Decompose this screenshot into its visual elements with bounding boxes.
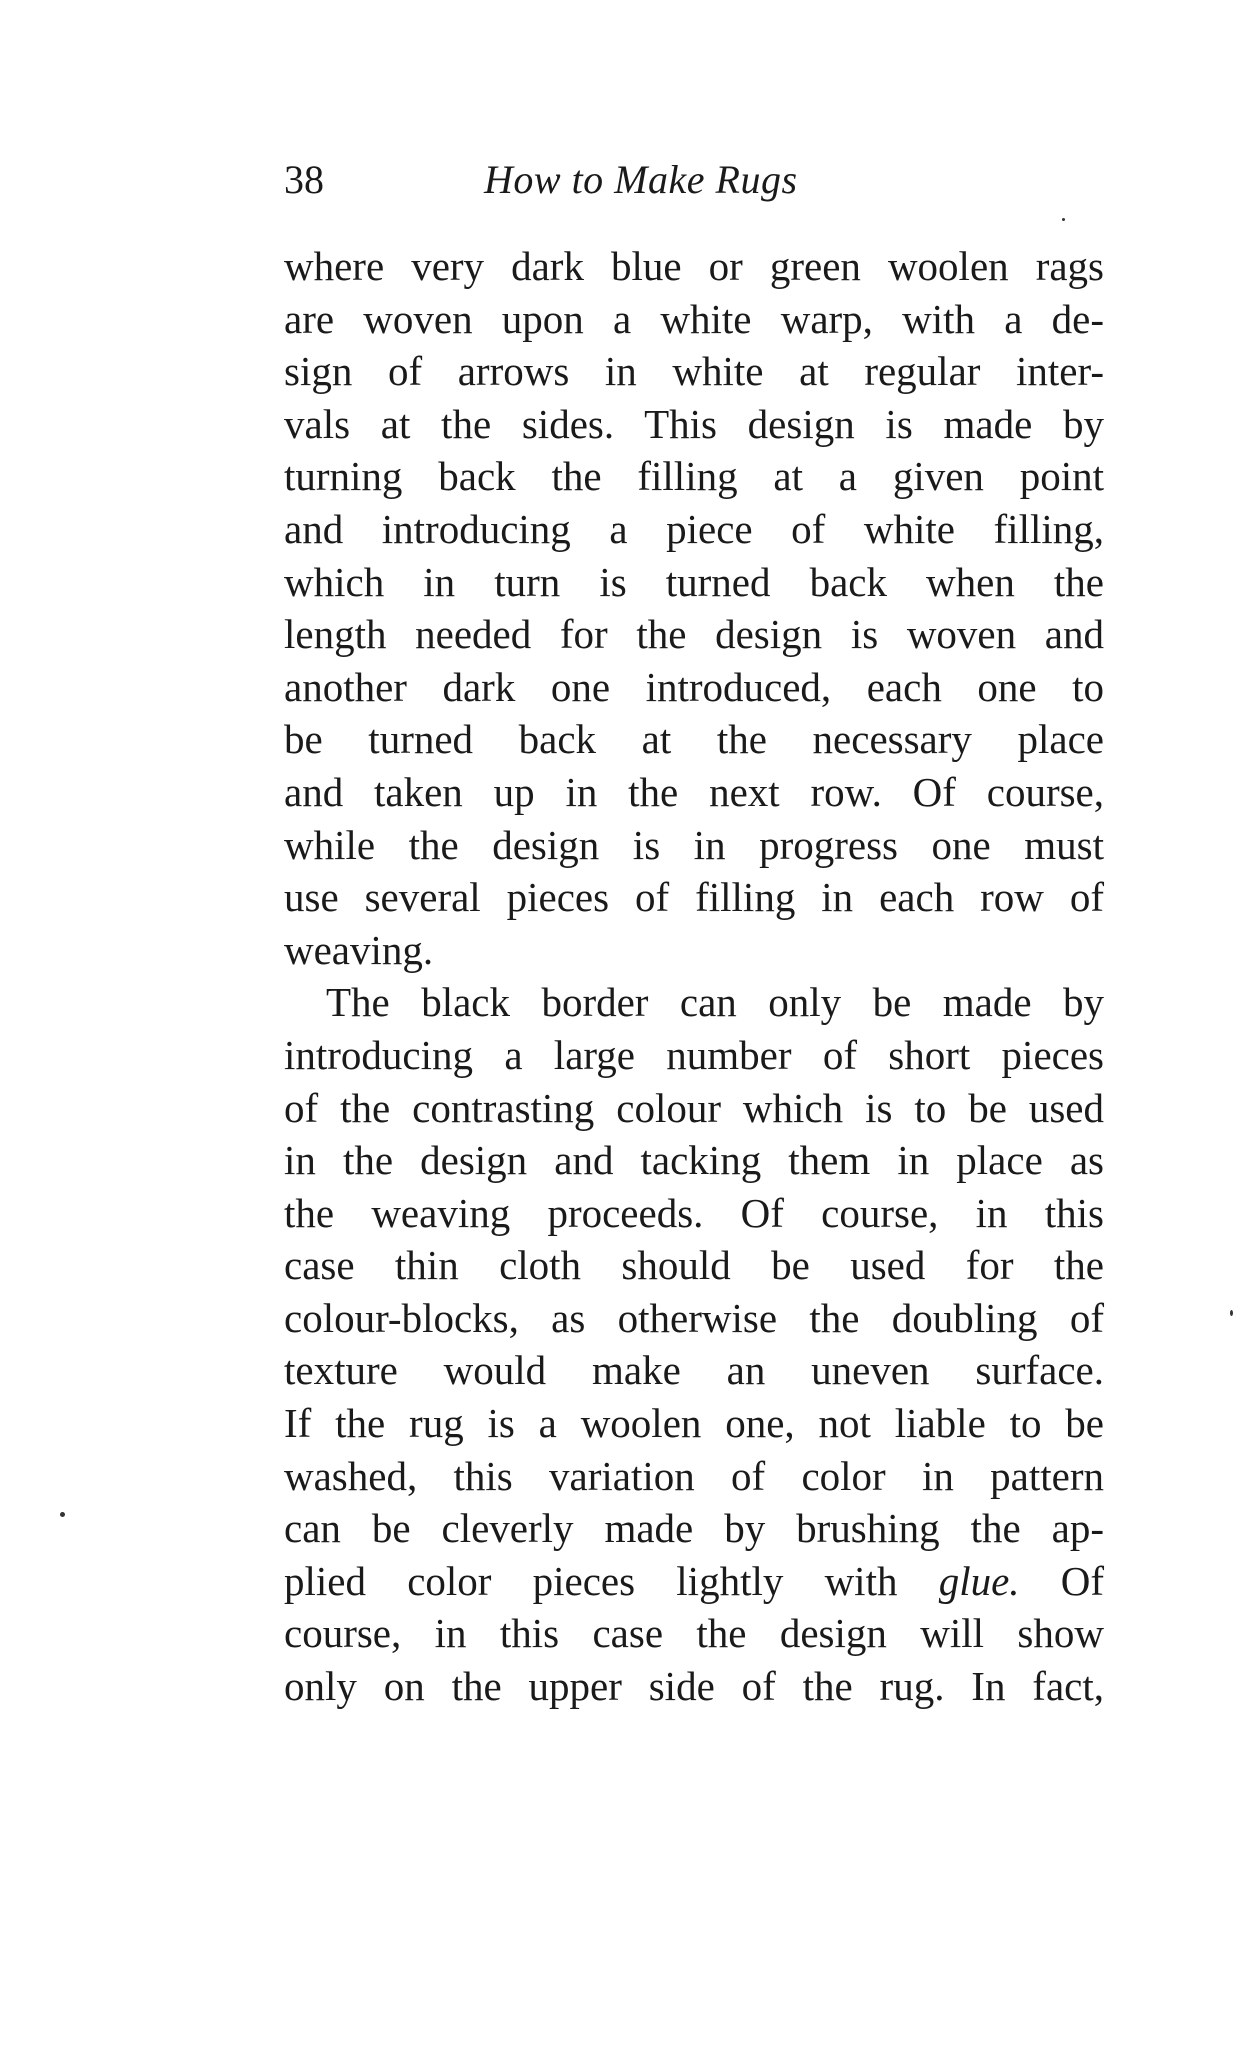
text-line: and introducing a piece of white filling,: [284, 505, 1104, 552]
paragraph-2: [284, 976, 1104, 1712]
text-line: If the rug is a woolen one, not liable to be: [284, 1400, 1104, 1447]
text-line: are woven upon a white warp, with a de-: [284, 295, 1104, 342]
emphasized-word: glue.: [938, 1557, 1020, 1604]
running-head: [284, 150, 1104, 210]
text-line: another dark one introduced, each one to: [284, 663, 1104, 710]
text-line: which in turn is turned back when the: [284, 558, 1104, 605]
paper-speck: [60, 1512, 65, 1517]
text-line: turning back the filling at a given point: [284, 453, 1104, 500]
text-line: can be cleverly made by brushing the ap-: [284, 1505, 1104, 1552]
line-text: Of: [1019, 1557, 1105, 1604]
text-line: be turned back at the necessary place: [284, 716, 1104, 763]
paper-speck: [1062, 218, 1065, 221]
running-title: How to Make Rugs: [484, 157, 798, 202]
text-line: course, in this case the design will show: [284, 1610, 1104, 1657]
text-line: weaving.: [284, 926, 434, 973]
text-line: length needed for the design is woven and: [284, 611, 1104, 658]
text-line: case thin cloth should be used for the: [284, 1242, 1104, 1289]
text-line: only on the upper side of the rug. In fact,: [284, 1663, 1104, 1710]
text-line: washed, this variation of color in pattern: [284, 1452, 1104, 1499]
text-line: introducing a large number of short pieces: [284, 1031, 1104, 1078]
text-line: vals at the sides. This design is made by: [284, 400, 1104, 447]
text-line: the weaving proceeds. Of course, in this: [284, 1189, 1104, 1236]
text-line: colour-blocks, as otherwise the doubling of: [284, 1294, 1104, 1341]
page-number: 38: [284, 157, 324, 202]
text-line: where very dark blue or green woolen rags: [284, 243, 1104, 289]
text-line: sign of arrows in white at regular inter-: [284, 348, 1104, 395]
paragraph-1: [284, 240, 1104, 976]
text-line: use several pieces of filling in each row of: [284, 874, 1104, 921]
text-line: and taken up in the next row. Of course,: [284, 768, 1104, 815]
body-text: [284, 240, 1104, 1713]
text-line-with-emphasis: [284, 1555, 1104, 1608]
text-line: in the design and tacking them in place as: [284, 1137, 1104, 1184]
text-line: texture would make an uneven surface.: [284, 1347, 1104, 1394]
text-line: The black border can only be made by: [326, 979, 1104, 1026]
line-text: plied color pieces lightly with: [284, 1557, 939, 1604]
text-line: while the design is in progress one must: [284, 821, 1104, 868]
text-line: of the contrasting colour which is to be used: [284, 1084, 1104, 1131]
paper-speck: [1230, 1310, 1233, 1316]
